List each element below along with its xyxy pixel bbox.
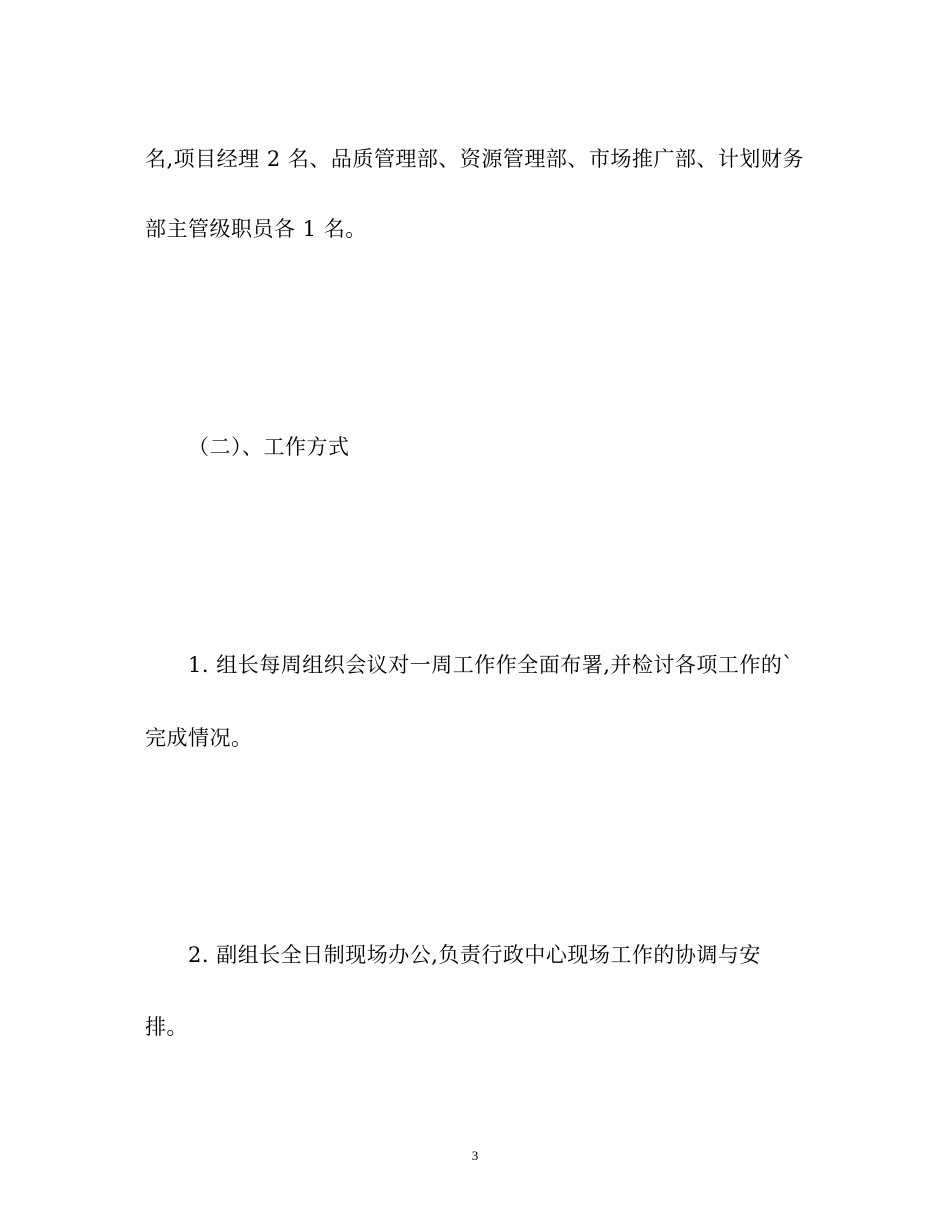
list-item-line: 排。 bbox=[145, 1015, 188, 1039]
paragraph-line: 部主管级职员各 1 名。 bbox=[145, 217, 367, 241]
list-item-line: 完成情况。 bbox=[145, 726, 253, 750]
page-number: 3 bbox=[471, 1148, 479, 1163]
paragraph-line: 名,项目经理 2 名、品质管理部、资源管理部、市场推广部、计划财务 bbox=[145, 147, 804, 171]
list-item-line: 2. 副组长全日制现场办公,负责行政中心现场工作的协调与安 bbox=[188, 943, 761, 967]
section-heading: （二）、工作方式 bbox=[188, 435, 350, 459]
list-item-line: 1. 组长每周组织会议对一周工作作全面布署,并检讨各项工作的` bbox=[188, 653, 794, 677]
